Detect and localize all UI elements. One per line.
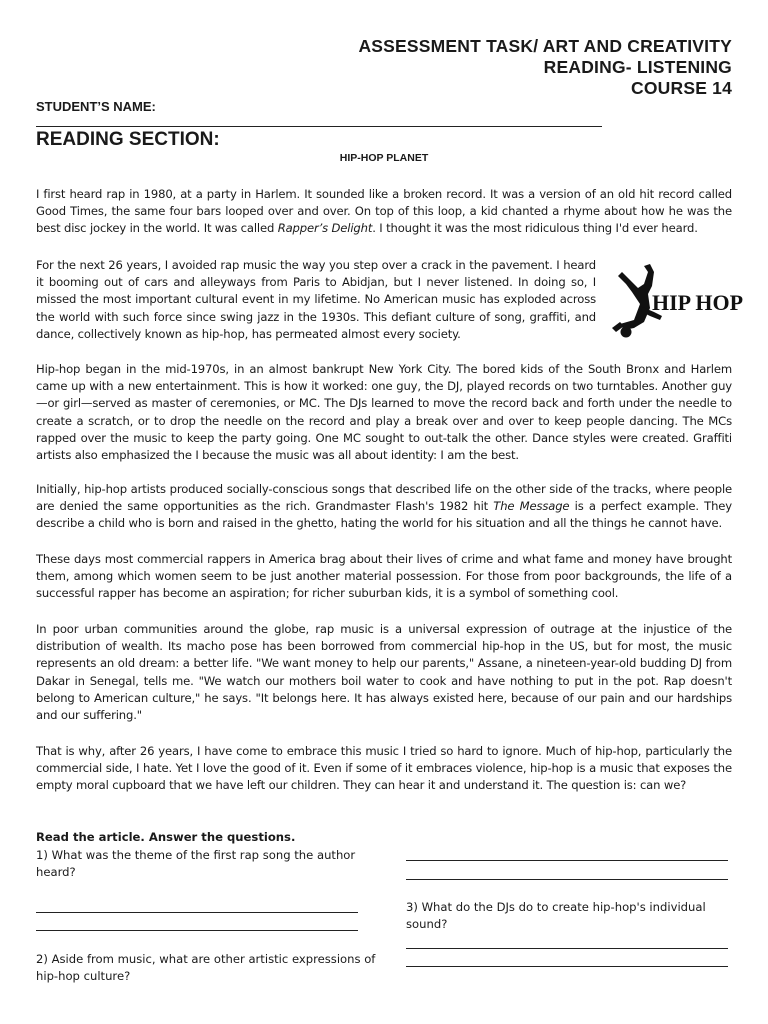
article-paragraph: For the next 26 years, I avoided rap music the way you step over a crack in the pavement. I heard it booming out of cars and alleyways from Paris to Abidjan, but I never listened. In doing so, I missed the most important cultural event in my lifetime. No American music has exploded across the world with such force since swing jazz in the 1930s. This defiant culture of song, graffiti, and dance, collectively known as hip-hop, has permeated almost every society. — [36, 258, 596, 341]
question-3: 3) What do the DJs do to create hip-hop's individual sound? — [406, 900, 706, 931]
article-paragraph: I first heard rap in 1980, at a party in Harlem. It sounded like a broken record. It was a version of an old hit record called Good Times, the same four bars looped over and over. On top of this loop, a kid chanted a rhyme about how he was the best disc jockey in the world. It was called Rapper’s Delight. I thought it was the most ridiculous thing I'd ever heard. — [36, 187, 732, 236]
assessment-header — [358, 36, 732, 99]
section-title: READING SECTION: — [36, 129, 220, 150]
student-name-label: STUDENT’S NAME: — [36, 99, 156, 114]
song-title: Rapper’s Delight — [277, 221, 373, 236]
question-2: 2) Aside from music, what are other artistic expressions of hip-hop culture? — [36, 952, 376, 983]
answer-line-q1-right[interactable] — [406, 879, 728, 880]
header-title: ASSESSMENT TASK/ ART AND CREATIVITY — [358, 36, 732, 56]
answer-line-q1[interactable] — [36, 912, 358, 913]
answer-line-q1-right[interactable] — [406, 860, 728, 861]
student-name-line[interactable] — [36, 126, 602, 127]
hip-hop-logo — [604, 262, 744, 342]
article-title: HIP-HOP PLANET — [339, 152, 429, 164]
article-paragraph: That is why, after 26 years, I have come to embrace this music I tried so hard to ignore. Much of hip-hop, particularly the commercial side, I hate. Yet I love the good of it. Even if some of it embraces violence, hip-hop is a music that exposes the empty moral cupboard that we have left our children. They can hear it and understand it. The question is: can we? — [36, 744, 732, 793]
answer-line-q3[interactable] — [406, 948, 728, 949]
article-paragraph: These days most commercial rappers in America brag about their lives of crime and what fame and money have brought them, among which women seem to be just another material possession. For those from poor backgrounds, the life of a successful rapper has become an aspiration; for richer suburban kids, it is a symbol of something cool. — [36, 552, 732, 601]
header-subtitle: READING- LISTENING — [543, 57, 732, 77]
article-paragraph: In poor urban communities around the globe, rap music is a universal expression of outrage at the injustice of the distribution of wealth. Its macho pose has been borrowed from commercial hip-hop in the US, but for most, the music represents an old dream: a better life. "We want money to help our parents," Assane, a nineteen-year-old budding DJ from Dakar in Senegal, tells me. "We watch our mothers boil water to cook and have nothing to put in the pot. Rap doesn't belong to American culture," he says. "It belongs here. It has always existed here, because of our pain and our hardships and our suffering." — [36, 622, 732, 723]
song-title: The Message — [493, 499, 570, 514]
answer-line-q1[interactable] — [36, 930, 358, 931]
answer-line-q3[interactable] — [406, 966, 728, 967]
question-1: 1) What was the theme of the first rap song the author heard? — [36, 848, 356, 879]
questions-intro: Read the article. Answer the questions. — [36, 830, 296, 844]
logo-wordmark: HIP HOP — [652, 290, 744, 315]
article-paragraph: Hip-hop began in the mid-1970s, in an almost bankrupt New York City. The bored kids of the South Bronx and Harlem came up with a new entertainment. This is how it worked: one guy, the DJ, played records on two turntables. Another guy—or girl—served as master of ceremonies, or MC. The DJs learned to move the record back and forth under the needle to create a scratch, or to drop the needle on the record and play a break over and over to keep people dancing. The MCs rapped over the music to keep the party going. One MC sought to out-talk the other. Dance styles were created. Graffiti artists also emphasized the I because the music was all about identity: I am the best. — [36, 362, 732, 463]
article-paragraph: Initially, hip-hop artists produced socially-conscious songs that described life on the other side of the tracks, where people are denied the same opportunities as the rich. Grandmaster Flash's 1982 hit The Message is a perfect example. They describe a child who is born and raised in the ghetto, hating the world for his situation and all the things he cannot have. — [36, 482, 732, 531]
header-course: COURSE 14 — [631, 78, 732, 98]
